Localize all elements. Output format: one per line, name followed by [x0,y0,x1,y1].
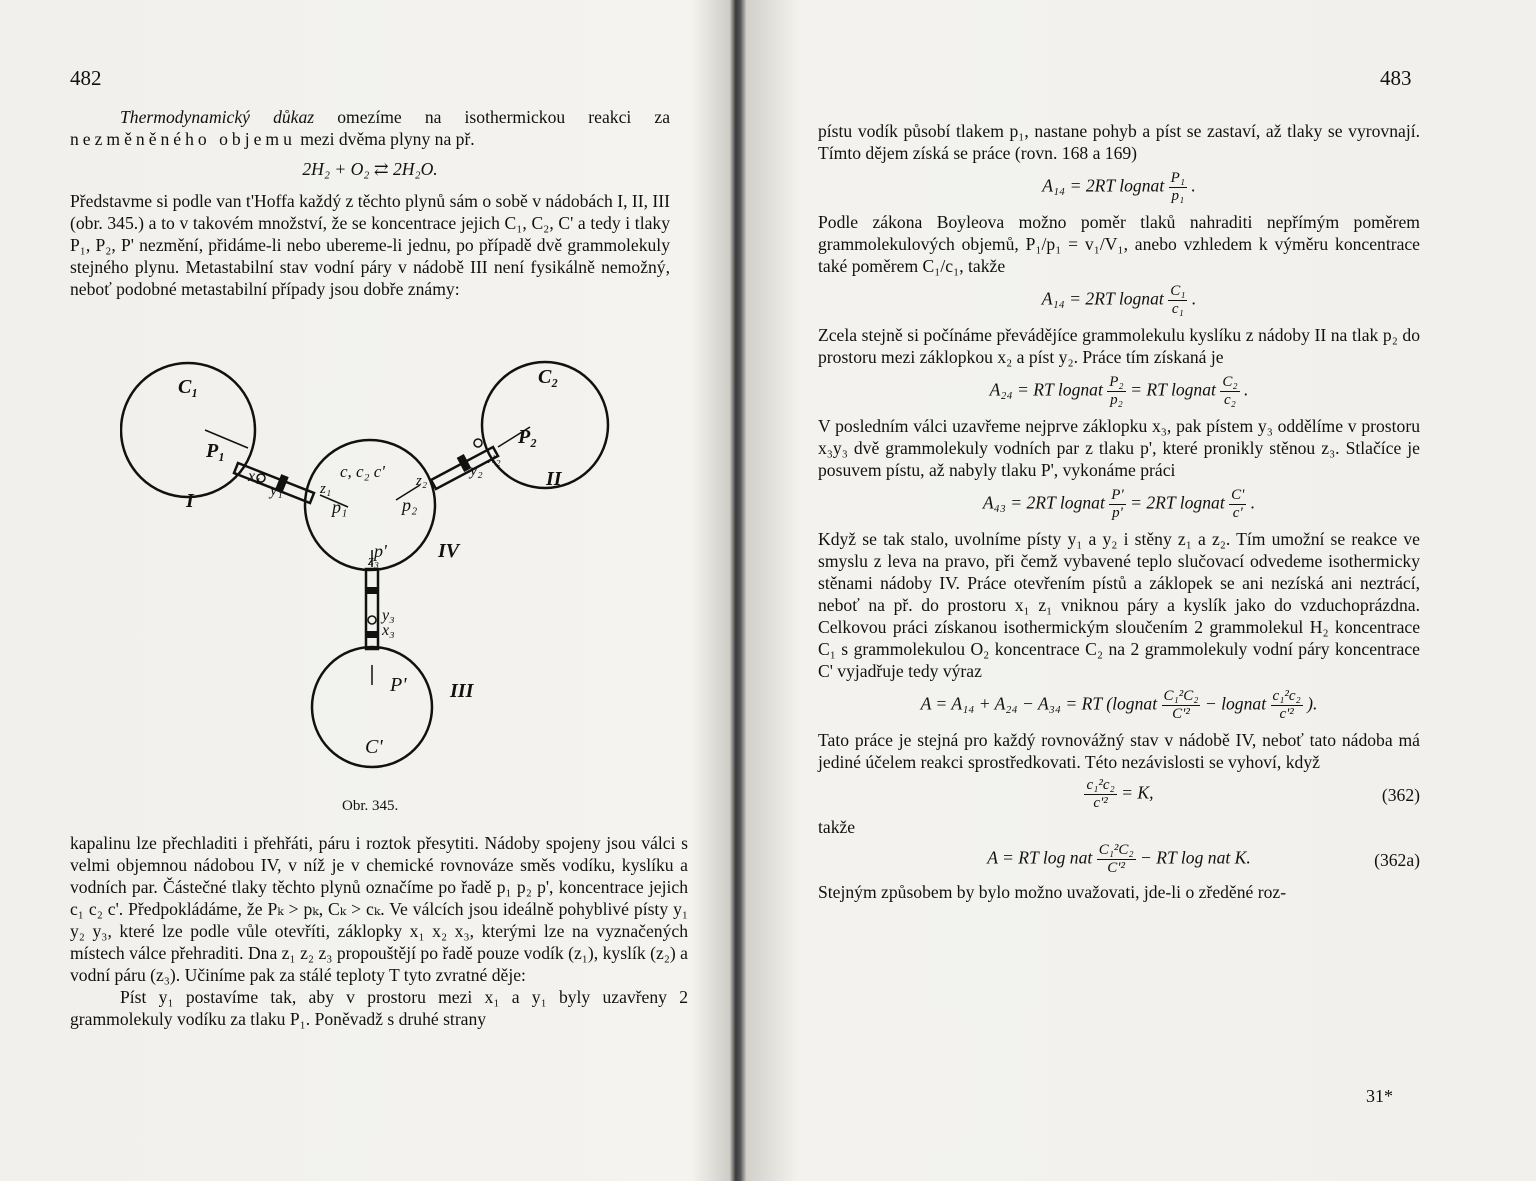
equation-4: A₄₃ = 2RT lognat $\frac{P'}{p'}$ = 2RT lognat $\frac{C'}{c'}$ . [982,487,1256,521]
left-paragraph-4: Píst y₁ postavíme tak, aby v prostoru mezi x₁ a y₁ byly uzavřeny 2 grammolekuly vodíku za tlaku P₁. Poněvadž s druhé strany [70,987,688,1029]
label-C1: C₁ [178,376,199,398]
right-paragraph-2: Podle zákona Boyleova možno poměr tlaků nahraditi nepřímým poměrem grammolekulových objemů, P₁/p₁ = v₁/V₁, anebo vzhledem k výměru koncentrace také poměrem C₁/c₁, takže [818,212,1420,276]
label-II: II [546,468,562,490]
label-p2: p₂ [402,495,418,515]
figure-caption: Obr. 345. [342,798,399,814]
right-paragraph-6: Tato práce je stejná pro každý rovnovážný stav v nádobě IV, neboť tato nádoba má jediné účelem reakci sprostředkovati. Této nezávislosti se vyhoví, když [818,730,1420,772]
left-paragraph-3: kapalinu lze přechladiti i přehřáti, páru i roztok přesytiti. Nádoby spojeny jsou válci s velmi objemnou nádobou IV, v níž je v chemické rovnováze směs vodíku, kyslíku a vodních par. Částečné tlaky těchto plynů označíme po řadě p₁ p₂ p', koncentrace jejich c₁ c₂ c'. Předpokládáme, že Pₖ > pₖ, Cₖ > cₖ. Ve válcích jsou ideálně pohyblivé písty y₁ y₂ y₃, které lze podle vůle otevříti, záklopky x₁ x₂ x₃, kterými lze na vyznačených místech válce přehraditi. Dna z₁ z₂ z₃ propouštějí po řadě pouze vodík (z₁), kyslík (z₂) a vodní páru (z₃). Učiníme pak za stálé teploty T tyto zvratné děje: [70,833,688,985]
left-intro [70,106,670,300]
label-x2: x₂ [488,450,501,467]
left-bottom-text [70,832,688,1030]
intro-rest: omezíme na isothermickou reakci za [314,107,671,127]
equation-2: A₁₄ = 2RT lognat $\frac{\text{C₁}}{\text{c₁}}$ . [1041,283,1197,317]
label-z2: z₂ [416,473,428,489]
page-number: 482 [70,66,102,90]
label-center: c, c₂ c' [340,462,385,481]
right-paragraph-4: V posledním válci uzavřeme nejprve záklopku x₃, pak pístem y₃ oddělíme v prostoru x₃y₃ dvě grammolekuly vodních par z tlaku p', které pronikly stěnou z₃. Stlačíce je posuvem pístu, až nabyly tlaku P', vykonáme práci [818,416,1420,480]
right-text [818,120,1420,903]
label-IV: IV [438,540,460,562]
right-paragraph-3: Zcela stejně si počínáme převádějíce grammolekulu kyslíku z nádoby II na tlak p₂ do prostoru mezi záklopkou x₂ a píst y₂. Práce tím získaná je [818,325,1420,367]
label-x1: x₁ [248,468,261,485]
label-Pp: P' [390,674,407,696]
label-x3: x₃ [382,622,395,639]
equation-6: $\frac{\text{c₁²c₂}}{\text{c'²}}$ = K, (362) [1086,777,1420,811]
page-number-right: 483 [1380,66,1412,90]
takze: takže [818,817,856,837]
right-paragraph-1: pístu vodík působí tlakem p₁, nastane pohyb a píst se zastaví, až tlaky se vyrovnají. Tímto dějem získá se práce (rovn. 168 a 169) [818,121,1420,163]
left-page [0,0,735,1181]
label-pp: p' [374,541,387,561]
equation-3: A₂₄ = RT lognat $\frac{\text{P₂}}{\text{p₂}}$ = RT lognat $\frac{\text{C₂}}{\text{c₂}}$ . [989,374,1249,408]
label-p1: p₁ [332,497,348,517]
label-III: III [450,680,474,702]
label-P2: P₂ [518,426,538,448]
right-paragraph-5: Když se tak stalo, uvolníme písty y₁ a y₂ i stěny z₁ a z₂. Tím umožní se reakce ve smyslu z leva na pravo, při čemž vybavené teplo slučovací odvedeme isothermicky stěnami nádoby IV. Práce otevřením pístů a záklopek se ani nezíská ani neztrácí, neboť na př. do prostoru x₁ z₁ vniknou páry a kyslík jako do vzduchoprázdna. Celkovou práci získanou isothermickým sloučením 2 grammolekul H₂ koncentrace C₁ s grammolekulou O₂ koncentrace C₂ na 2 grammolekuly vodní páry koncentrace C' vyjadřuje tedy výraz [818,529,1420,681]
intro-italic: Thermodynamický důkaz [120,107,315,127]
intro-rest2: mezi dvěma plyny na př. [295,129,475,149]
equation-5: A = A₁₄ + A₂₄ − A₃₄ = RT (lognat $\frac{\text{C₁²C₂}}{\text{C'²}}$ − lognat $\frac{\text{c₁²c₂}}{\text{c'²}}$ ). [920,688,1318,722]
signature-mark: 31* [1366,1086,1393,1106]
label-y2: y₂ [470,462,483,479]
intro-spaced: nezměněného objemu [70,129,296,149]
equation-1: A₁₄ = 2RT lognat $\frac{\text{P₁}}{\text{p₁}}$ . [1042,170,1196,204]
figure-345 [120,335,640,790]
label-I: I [186,490,194,512]
right-page [740,0,1536,1181]
reaction-equation: 2H₂ + O₂ ⇄ 2H₂O. [302,159,438,179]
equation-7: A = RT log nat $\frac{\text{C₁²C₂}}{\text{C'²}}$ − RT log nat K. (362a) [987,842,1421,876]
label-y3: y₃ [382,607,395,624]
left-paragraph-2: Představme si podle van t'Hoffa každý z těchto plynů sám o sobě v nádobách I, II, III (obr. 345.) a to v takovém množství, že se koncentrace jejich C₁, C₂, C' a tedy i tlaky P₁, P₂, P' nezmění, přidáme-li nebo ubereme-li jednu, po případě dvě grammolekuly stejného plynu. Metastabilní stav vodní páry v nádobě III není fysikálně nemožný, neboť podobné metastabilní případy jsou dobře známy: [70,191,670,299]
label-z3: z₃ [368,553,380,569]
label-P1: P₁ [206,440,226,462]
label-Cp: C' [365,736,383,758]
label-y1: y₁ [270,482,283,499]
right-paragraph-7: Stejným způsobem by bylo možno uvažovati, jde-li o zředěné roz- [818,882,1287,902]
label-z1: z₁ [320,481,332,497]
label-C2: C₂ [538,366,559,388]
